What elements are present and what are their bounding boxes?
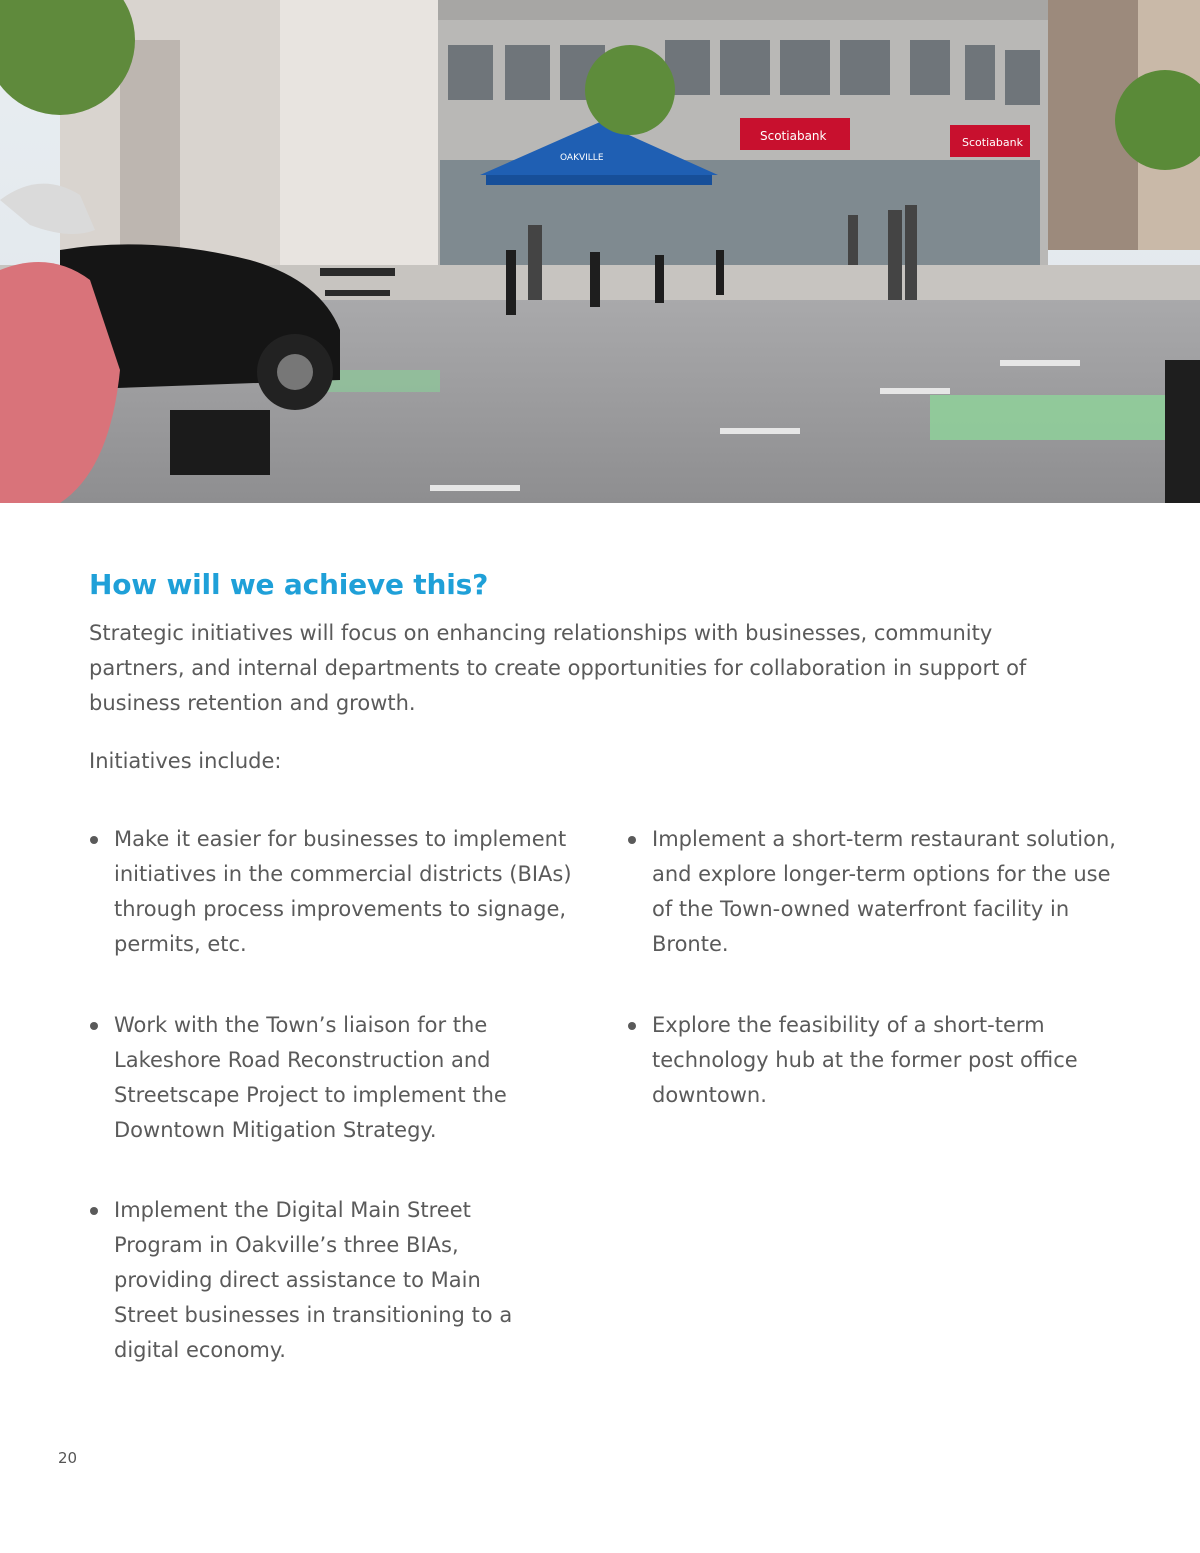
list-item [627,1008,1132,1113]
section-heading: How will we achieve this? [89,568,489,601]
initiatives-label: Initiatives include: [89,749,282,773]
svg-text:OAKVILLE: OAKVILLE [560,153,604,163]
list-item [627,822,1122,962]
list-item [89,822,574,962]
list-item-text: Implement a short-term restaurant solution, and explore longer-term options for the use of the Town-owned waterfront facility in Bronte. [652,827,1116,956]
main-content [89,566,1119,779]
list-item [89,1193,534,1368]
list-item-text: Work with the Town’s liaison for the Lakeshore Road Reconstruction and Streetscape Project to implement the Downtown Mitigation Strategy. [114,1013,507,1142]
street-scene-illustration [0,0,1200,503]
intro-paragraph: Strategic initiatives will focus on enhancing relationships with businesses, community partners, and internal departments to create opportunities for collaboration in support of business retention and growth. [89,621,1027,715]
list-item-text: Make it easier for businesses to implement initiatives in the commercial districts (BIAs) through process improvements to signage, permits, etc. [114,827,572,956]
bullet-icon [90,836,98,844]
list-item-text: Implement the Digital Main Street Program in Oakville’s three BIAs, providing direct assistance to Main Street businesses in transitioning to a digital economy. [114,1198,513,1362]
bullet-icon [90,1207,98,1215]
hero-street-image [0,0,1200,503]
bullet-icon [628,836,636,844]
list-item-text: Explore the feasibility of a short-term technology hub at the former post office downtown. [652,1013,1078,1107]
svg-text:Scotiabank: Scotiabank [962,136,1023,149]
svg-text:Scotiabank: Scotiabank [760,129,827,143]
bullet-icon [628,1022,636,1030]
bullet-icon [90,1022,98,1030]
list-item [89,1008,574,1148]
page-number: 20 [58,1449,78,1467]
